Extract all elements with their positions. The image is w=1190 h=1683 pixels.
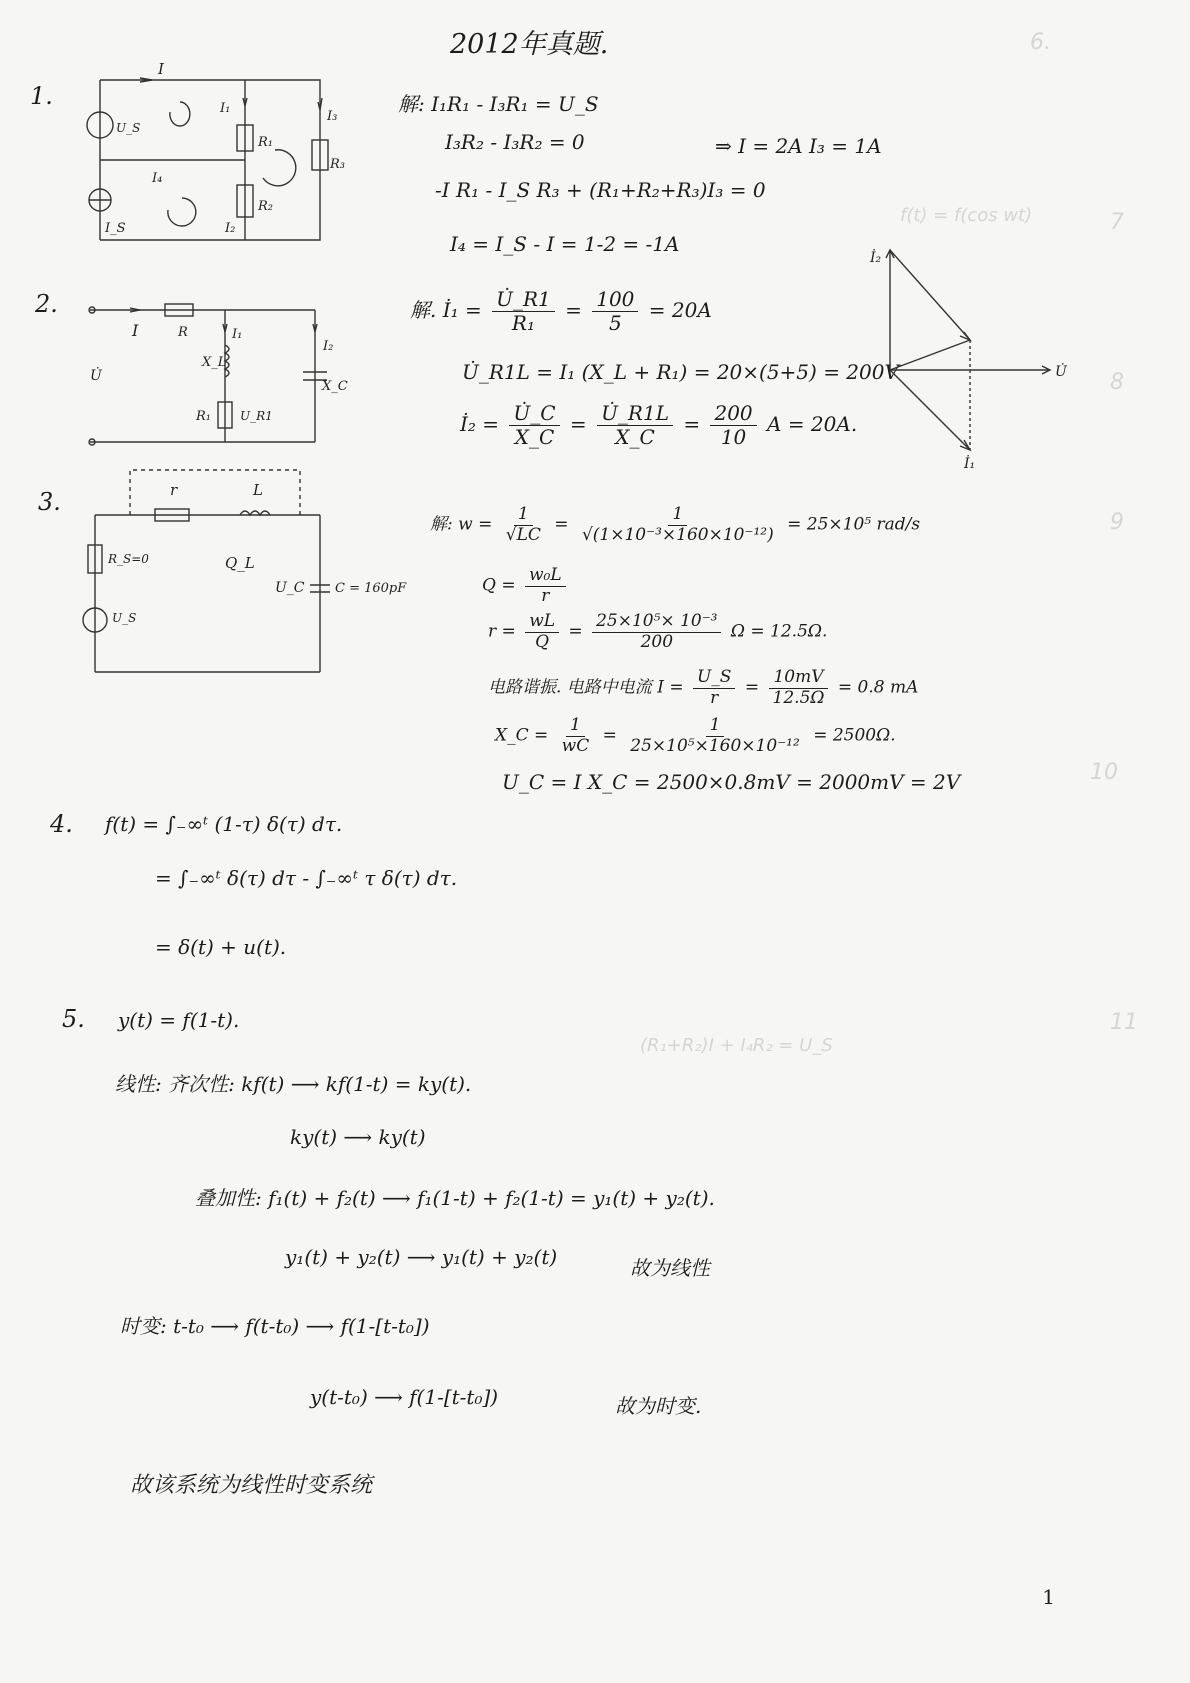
question-3-circuit bbox=[90, 470, 407, 680]
q1-result: ⇒ I = 2A I₃ = 1A bbox=[715, 134, 882, 158]
bleed-through-mark: 9 bbox=[1110, 510, 1124, 535]
q3-current: 电路谐振. 电路中电流 I = $\frac{U\_S}{r}$ = $\frac{10mV}{12.5\Omega}$ = 0.8 mA bbox=[488, 667, 919, 708]
q5-conclusion-time-varying: 故为时变. bbox=[615, 1394, 702, 1418]
bleed-through-mark: 11 bbox=[1110, 1010, 1138, 1035]
circuit-label: X_C bbox=[322, 379, 348, 394]
circuit-label: I bbox=[132, 321, 139, 340]
q4-equation: = δ(t) + u(t). bbox=[155, 935, 287, 959]
phasor-label: İ₂ bbox=[870, 250, 882, 266]
q2-current-i2: İ₂ = $\frac{U̇\_C}{X\_C}$ = $\frac{U̇\_R1L}{X\_C}$ = $\frac{200}{10}$ A = 20A. bbox=[460, 401, 858, 449]
circuit-label: U̇ bbox=[90, 368, 102, 384]
phasor-label: İ₁ bbox=[964, 456, 976, 472]
question-1-circuit bbox=[80, 60, 345, 250]
circuit-label: R bbox=[178, 325, 188, 340]
q5-conclusion-linear: 故为线性 bbox=[630, 1256, 710, 1280]
q5-equation: y(t-t₀) ⟶ f(1-[t-t₀]) bbox=[310, 1385, 499, 1409]
circuit-label: I₁ bbox=[220, 101, 231, 116]
question-5-number: 5. bbox=[62, 1005, 85, 1033]
circuit-label: I₃ bbox=[327, 109, 338, 124]
page-title: 2012年真题. bbox=[450, 29, 609, 60]
circuit-label: C = 160pF bbox=[335, 581, 407, 596]
circuit-label: U_S bbox=[116, 121, 141, 135]
circuit-label: U_R1 bbox=[240, 409, 273, 423]
q3-quality-factor: Q = $\frac{\text{w₀L}}{r}$ bbox=[482, 566, 570, 606]
q2-current-i1: 解. İ₁ = $\frac{U̇\_R1}{\text{R₁}}$ = $\frac{100}{5}$ = 20A bbox=[410, 287, 712, 335]
circuit-label: r bbox=[170, 481, 178, 499]
q3-capacitive-reactance: X_C = $\frac{1}{wC}$ = $\frac{1}{\text{25×10⁵×160×10⁻¹²}}$ = 2500Ω. bbox=[495, 715, 896, 756]
q5-equation: 线性: 齐次性: kf(t) ⟶ kf(1-t) = ky(t). bbox=[115, 1072, 472, 1096]
q5-equation: ky(t) ⟶ ky(t) bbox=[290, 1125, 426, 1149]
q1-equation: I₃R₂ - I₃R₂ = 0 bbox=[445, 130, 585, 154]
question-3-number: 3. bbox=[38, 488, 61, 516]
question-2-number: 2. bbox=[35, 290, 58, 318]
q5-final-conclusion: 故该系统为线性时变系统 bbox=[130, 1473, 373, 1498]
q2-i1-lhs: 解. İ₁ = bbox=[410, 298, 482, 322]
circuit-label: R₃ bbox=[330, 157, 345, 172]
q5-equation: y₁(t) + y₂(t) ⟶ y₁(t) + y₂(t) bbox=[285, 1245, 558, 1269]
q2-i1-fraction: $\frac{U̇\_R1}{\text{R₁}}$ bbox=[492, 288, 555, 335]
bleed-through-mark: f(t) = f(cos wt) bbox=[900, 205, 1033, 226]
q1-equation: 解: I₁R₁ - I₃R₁ = U_S bbox=[398, 92, 599, 116]
q3-resonant-frequency: 解: w = $\frac{1}{√LC}$ = $\frac{1}{\text{√(1×10⁻³×160×10⁻¹²)}}$ = 25×10⁵ rad/s bbox=[430, 504, 921, 545]
q4-equation: f(t) = ∫₋∞ᵗ (1-τ) δ(τ) dτ. bbox=[105, 812, 343, 836]
circuit-label: U_C bbox=[275, 580, 305, 596]
q1-equation: -I R₁ - I_S R₃ + (R₁+R₂+R₃)I₃ = 0 bbox=[435, 178, 766, 202]
q4-equation: = ∫₋∞ᵗ δ(τ) dτ - ∫₋∞ᵗ τ δ(τ) dτ. bbox=[155, 866, 458, 890]
circuit-label: I₂ bbox=[323, 339, 334, 354]
phasor-label: U̇ bbox=[1055, 364, 1067, 380]
bleed-through-mark: 7 bbox=[1110, 210, 1124, 235]
question-2-circuit bbox=[90, 290, 348, 460]
bleed-through-mark: 8 bbox=[1110, 370, 1124, 395]
circuit-label: L bbox=[253, 481, 263, 499]
circuit-label: I_S bbox=[105, 221, 126, 236]
q3-resistance: r = $\frac{wL}{Q}$ = $\frac{\text{25×10⁵× 10⁻³}}{200}$ Ω = 12.5Ω. bbox=[488, 611, 828, 652]
bleed-through-mark: 6. bbox=[1030, 30, 1051, 55]
circuit-label: I₄ bbox=[152, 171, 163, 186]
circuit-label: X_L bbox=[202, 355, 227, 370]
q5-equation: y(t) = f(1-t). bbox=[118, 1008, 240, 1032]
q1-equation: I₄ = I_S - I = 1-2 = -1A bbox=[450, 232, 680, 256]
q3-capacitor-voltage: U_C = I X_C = 2500×0.8mV = 2000mV = 2V bbox=[502, 770, 961, 794]
circuit-label: R₁ bbox=[258, 135, 273, 150]
circuit-label: R_S=0 bbox=[108, 552, 149, 566]
circuit-label: I bbox=[158, 60, 164, 78]
q2-i1-fraction-values: $\frac{100}{5}$ bbox=[592, 288, 638, 335]
circuit-label: R₁ bbox=[196, 409, 211, 424]
circuit-label: R₂ bbox=[258, 199, 273, 214]
q2-i1-result: = 20A bbox=[648, 298, 712, 322]
circuit-label: I₂ bbox=[225, 221, 236, 236]
question-1-number: 1. bbox=[30, 82, 53, 110]
question-4-number: 4. bbox=[50, 810, 73, 838]
q5-equation: 叠加性: f₁(t) + f₂(t) ⟶ f₁(1-t) + f₂(1-t) = y₁(t) + y₂(t). bbox=[195, 1186, 715, 1210]
bleed-through-mark: (R₁+R₂)I + I₄R₂ = U_S bbox=[640, 1035, 833, 1056]
page-number: 1 bbox=[1042, 1585, 1055, 1609]
bleed-through-mark: 10 bbox=[1090, 760, 1118, 785]
phasor-diagram bbox=[860, 240, 1070, 470]
q2-equation: U̇_R1L = I₁ (X_L + R₁) = 20×(5+5) = 200V bbox=[462, 360, 899, 384]
circuit-label: I₁ bbox=[232, 327, 243, 342]
circuit-label: U_S bbox=[112, 611, 137, 625]
q5-equation: 时变: t-t₀ ⟶ f(t-t₀) ⟶ f(1-[t-t₀]) bbox=[120, 1314, 430, 1338]
circuit-label: Q_L bbox=[225, 554, 255, 572]
